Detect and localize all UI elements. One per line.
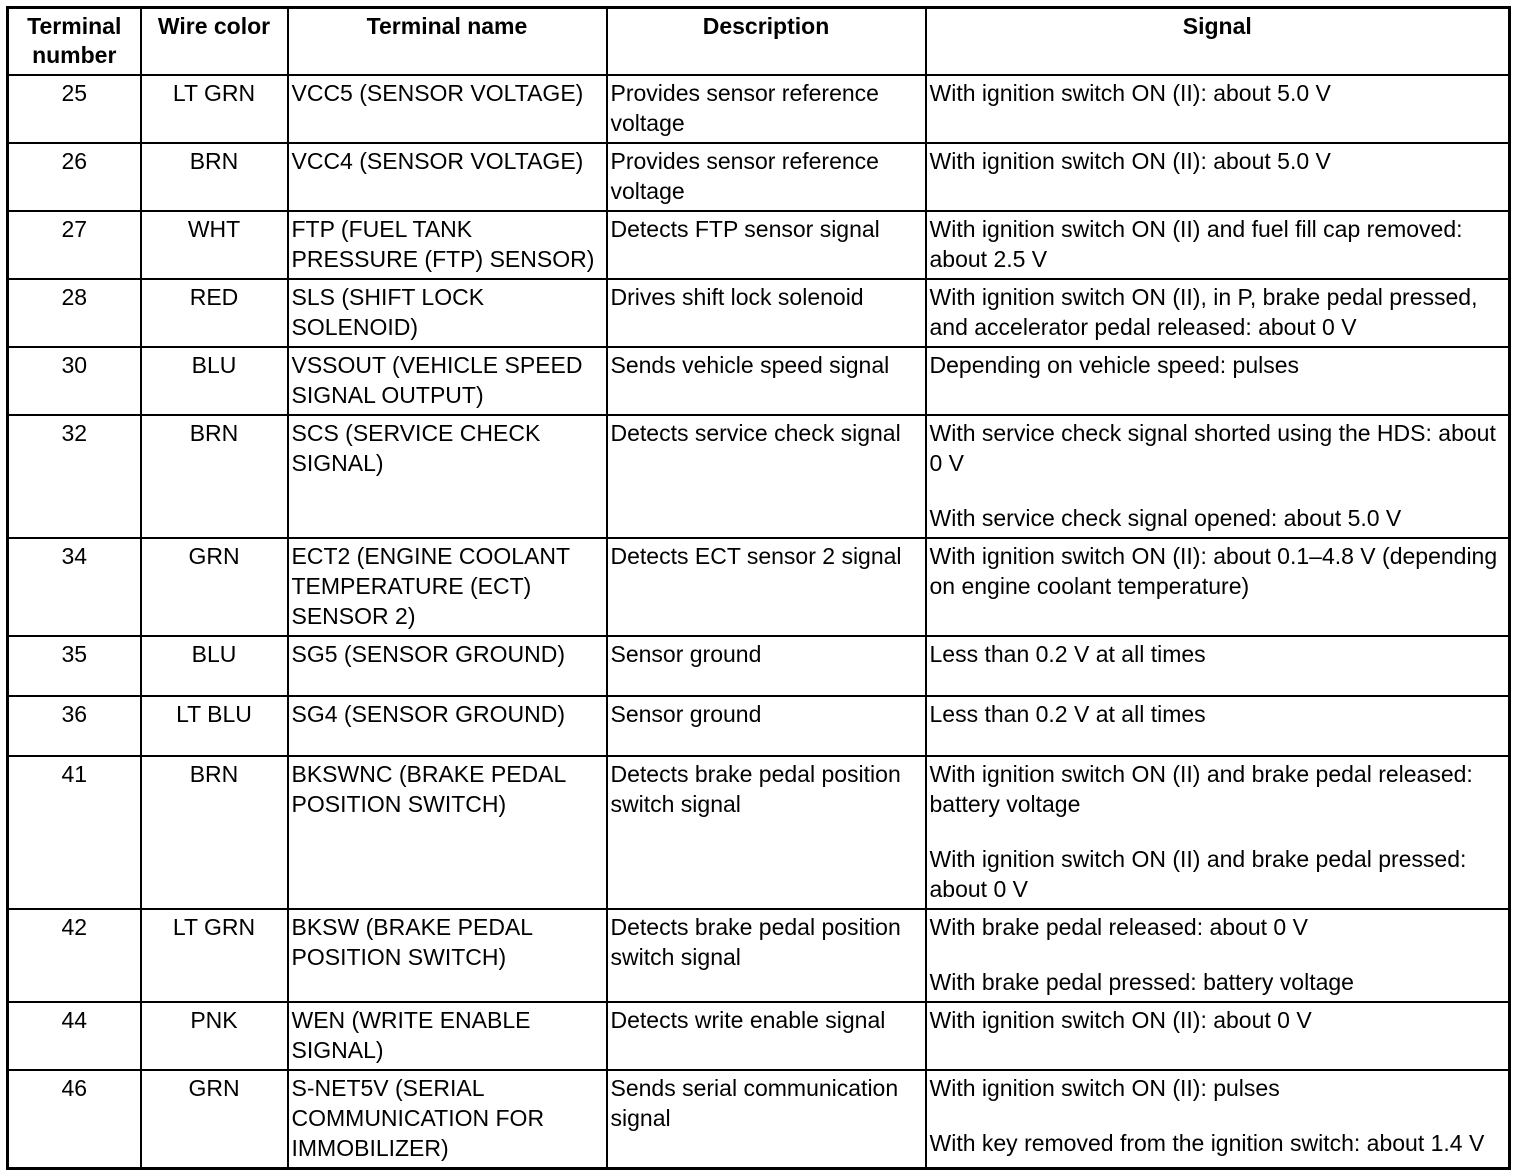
terminal-number-cell: 25	[8, 75, 141, 143]
description-cell: Detects FTP sensor signal	[607, 211, 926, 279]
table-row	[8, 909, 1510, 1002]
signal-line: With brake pedal pressed: battery voltage	[929, 969, 1354, 995]
wire-color-cell: BRN	[141, 415, 288, 538]
terminal-name-cell: VCC4 (SENSOR VOLTAGE)	[288, 143, 607, 211]
description-cell: Drives shift lock solenoid	[607, 279, 926, 347]
table-row	[8, 756, 1510, 909]
wire-color-cell: GRN	[141, 538, 288, 636]
signal-line: Depending on vehicle speed: pulses	[929, 352, 1300, 378]
wire-color-cell: BRN	[141, 143, 288, 211]
header-terminal-number: Terminal number	[8, 8, 141, 76]
signal-cell	[926, 347, 1510, 415]
terminal-number-cell: 30	[8, 347, 141, 415]
terminal-number-cell: 35	[8, 636, 141, 696]
signal-cell	[926, 756, 1510, 909]
wire-color-cell: LT BLU	[141, 696, 288, 756]
signal-line: With ignition switch ON (II), in P, brake pedal pressed, and accelerator pedal released: about 0 V	[929, 284, 1478, 340]
wire-color-cell: RED	[141, 279, 288, 347]
signal-line: With service check signal opened: about 5.0 V	[929, 505, 1402, 531]
terminal-number-cell: 44	[8, 1002, 141, 1070]
terminal-number-cell: 28	[8, 279, 141, 347]
description-cell: Detects brake pedal position switch signal	[607, 756, 926, 909]
header-description: Description	[607, 8, 926, 76]
header-row	[8, 8, 1510, 76]
signal-cell	[926, 1002, 1510, 1070]
signal-line: Less than 0.2 V at all times	[929, 701, 1206, 727]
wire-color-cell: BLU	[141, 347, 288, 415]
signal-cell	[926, 538, 1510, 636]
terminal-name-cell: VSSOUT (VEHICLE SPEED SIGNAL OUTPUT)	[288, 347, 607, 415]
signal-line: With ignition switch ON (II): about 0 V	[929, 1007, 1312, 1033]
wire-color-cell: LT GRN	[141, 75, 288, 143]
terminal-number-cell: 42	[8, 909, 141, 1002]
terminal-number-cell: 32	[8, 415, 141, 538]
description-cell: Sensor ground	[607, 636, 926, 696]
signal-cell	[926, 696, 1510, 756]
terminal-name-cell: VCC5 (SENSOR VOLTAGE)	[288, 75, 607, 143]
terminal-name-cell: SLS (SHIFT LOCK SOLENOID)	[288, 279, 607, 347]
table-row	[8, 415, 1510, 538]
terminal-number-cell: 26	[8, 143, 141, 211]
signal-line: With ignition switch ON (II): pulses	[929, 1075, 1280, 1101]
table-row	[8, 636, 1510, 696]
wire-color-cell: WHT	[141, 211, 288, 279]
terminal-name-cell: FTP (FUEL TANK PRESSURE (FTP) SENSOR)	[288, 211, 607, 279]
table-row	[8, 538, 1510, 636]
signal-line: With ignition switch ON (II): about 5.0 V	[929, 148, 1331, 174]
terminal-number-cell: 46	[8, 1070, 141, 1169]
wire-color-cell: BLU	[141, 636, 288, 696]
signal-cell	[926, 279, 1510, 347]
signal-line: With ignition switch ON (II) and fuel fill cap removed: about 2.5 V	[929, 216, 1463, 272]
signal-cell	[926, 75, 1510, 143]
table-body	[8, 75, 1510, 1169]
header-wire-color: Wire color	[141, 8, 288, 76]
signal-cell	[926, 1070, 1510, 1169]
terminal-number-cell: 36	[8, 696, 141, 756]
wire-color-cell: PNK	[141, 1002, 288, 1070]
header-terminal-name: Terminal name	[288, 8, 607, 76]
terminal-number-cell: 34	[8, 538, 141, 636]
table-row	[8, 279, 1510, 347]
terminal-name-cell: SG5 (SENSOR GROUND)	[288, 636, 607, 696]
signal-line: With brake pedal released: about 0 V	[929, 914, 1308, 940]
terminal-name-cell: BKSWNC (BRAKE PEDAL POSITION SWITCH)	[288, 756, 607, 909]
description-cell: Detects ECT sensor 2 signal	[607, 538, 926, 636]
table-row	[8, 211, 1510, 279]
description-cell: Detects service check signal	[607, 415, 926, 538]
header-signal: Signal	[926, 8, 1510, 76]
terminal-name-cell: WEN (WRITE ENABLE SIGNAL)	[288, 1002, 607, 1070]
signal-line: With key removed from the ignition switch: about 1.4 V	[929, 1130, 1485, 1156]
terminal-name-cell: ECT2 (ENGINE COOLANT TEMPERATURE (ECT) SENSOR 2)	[288, 538, 607, 636]
signal-line: With ignition switch ON (II): about 0.1–4.8 V (depending on engine coolant temperature)	[929, 543, 1498, 599]
wire-color-cell: GRN	[141, 1070, 288, 1169]
table-row	[8, 1070, 1510, 1169]
description-cell: Detects brake pedal position switch signal	[607, 909, 926, 1002]
signal-cell	[926, 143, 1510, 211]
signal-cell	[926, 415, 1510, 538]
terminal-name-cell: S-NET5V (SERIAL COMMUNICATION FOR IMMOBILIZER)	[288, 1070, 607, 1169]
description-cell: Sends serial communication signal	[607, 1070, 926, 1169]
terminal-name-cell: BKSW (BRAKE PEDAL POSITION SWITCH)	[288, 909, 607, 1002]
signal-line: With ignition switch ON (II) and brake pedal released: battery voltage	[929, 761, 1473, 817]
table-row	[8, 696, 1510, 756]
description-cell: Sensor ground	[607, 696, 926, 756]
terminal-table	[6, 6, 1511, 1170]
signal-cell	[926, 909, 1510, 1002]
terminal-name-cell: SCS (SERVICE CHECK SIGNAL)	[288, 415, 607, 538]
signal-cell	[926, 636, 1510, 696]
signal-line: Less than 0.2 V at all times	[929, 641, 1206, 667]
description-cell: Sends vehicle speed signal	[607, 347, 926, 415]
table-row	[8, 1002, 1510, 1070]
wire-color-cell: BRN	[141, 756, 288, 909]
description-cell: Provides sensor reference voltage	[607, 75, 926, 143]
terminal-number-cell: 27	[8, 211, 141, 279]
signal-line: With service check signal shorted using the HDS: about 0 V	[929, 420, 1496, 476]
table-row	[8, 347, 1510, 415]
terminal-name-cell: SG4 (SENSOR GROUND)	[288, 696, 607, 756]
description-cell: Provides sensor reference voltage	[607, 143, 926, 211]
table-row	[8, 75, 1510, 143]
terminal-number-cell: 41	[8, 756, 141, 909]
signal-line: With ignition switch ON (II) and brake pedal pressed: about 0 V	[929, 846, 1467, 902]
signal-cell	[926, 211, 1510, 279]
description-cell: Detects write enable signal	[607, 1002, 926, 1070]
table-row	[8, 143, 1510, 211]
wire-color-cell: LT GRN	[141, 909, 288, 1002]
signal-line: With ignition switch ON (II): about 5.0 V	[929, 80, 1331, 106]
